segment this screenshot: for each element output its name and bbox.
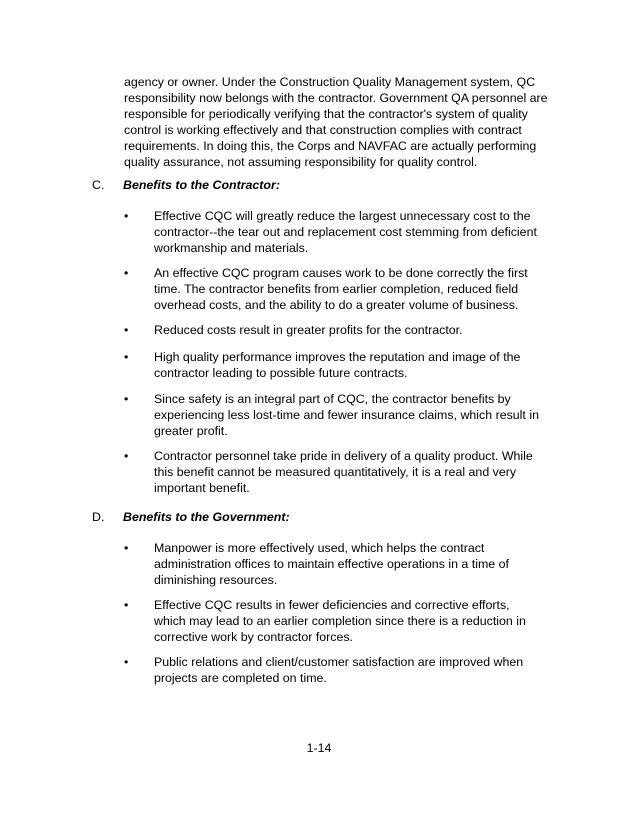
bullet-text: Public relations and client/customer satisfaction are improved when projects are completed on time.	[154, 655, 524, 685]
section-c-title: Benefits to the Contractor:	[123, 178, 280, 192]
bullet-icon: •	[124, 541, 129, 555]
section-d-heading	[92, 509, 552, 525]
bullet-icon: •	[124, 209, 129, 223]
bullet-text: Manpower is more effectively used, which helps the contract administration offices to maintain effective operations in a time of diminishing resources.	[154, 541, 509, 587]
bullet-text: Since safety is an integral part of CQC, the contractor benefits by experiencing less lost-time and fewer insurance claims, which result in greater profit.	[154, 392, 539, 438]
bullet-icon: •	[124, 350, 129, 364]
bullet-icon: •	[124, 449, 129, 463]
bullet-text: Contractor personnel take pride in delivery of a quality product. While this benefit cannot be measured quantitatively, it is a real and very important benefit.	[154, 449, 533, 495]
bullet-text: Effective CQC results in fewer deficiencies and corrective efforts, which may lead to an earlier completion since there is a reduction in corrective work by contractor forces.	[154, 598, 526, 644]
section-d-title: Benefits to the Government:	[123, 510, 290, 524]
section-c-heading	[92, 177, 552, 193]
section-d-letter: D.	[92, 510, 105, 524]
bullet-icon: •	[124, 598, 129, 612]
bullet-icon: •	[124, 323, 129, 337]
bullet-text: An effective CQC program causes work to be done correctly the first time. The contractor benefits from earlier completion, reduced field overhead costs, and the ability to do a greater volume of business.	[154, 266, 528, 312]
page-number: 1-14	[306, 741, 332, 755]
bullet-text: Reduced costs result in greater profits for the contractor.	[154, 323, 463, 337]
intro-paragraph: agency or owner. Under the Construction Quality Management system, QC responsibility now belongs with the contractor. Government QA personnel are responsible for periodically verifying that the contractor's system of quality control is working effectively and that construction complies with contract requirements. In doing this, the Corps and NAVFAC are actually performing quality assurance, not assuming responsibility for quality control.	[124, 75, 548, 169]
bullet-icon: •	[124, 266, 129, 280]
bullet-icon: •	[124, 655, 129, 669]
bullet-icon: •	[124, 392, 129, 406]
section-c-letter: C.	[92, 178, 105, 192]
bullet-text: High quality performance improves the reputation and image of the contractor leading to possible future contracts.	[154, 350, 521, 380]
bullet-text: Effective CQC will greatly reduce the largest unnecessary cost to the contractor--the tear out and replacement cost stemming from deficient workmanship and materials.	[154, 209, 537, 255]
